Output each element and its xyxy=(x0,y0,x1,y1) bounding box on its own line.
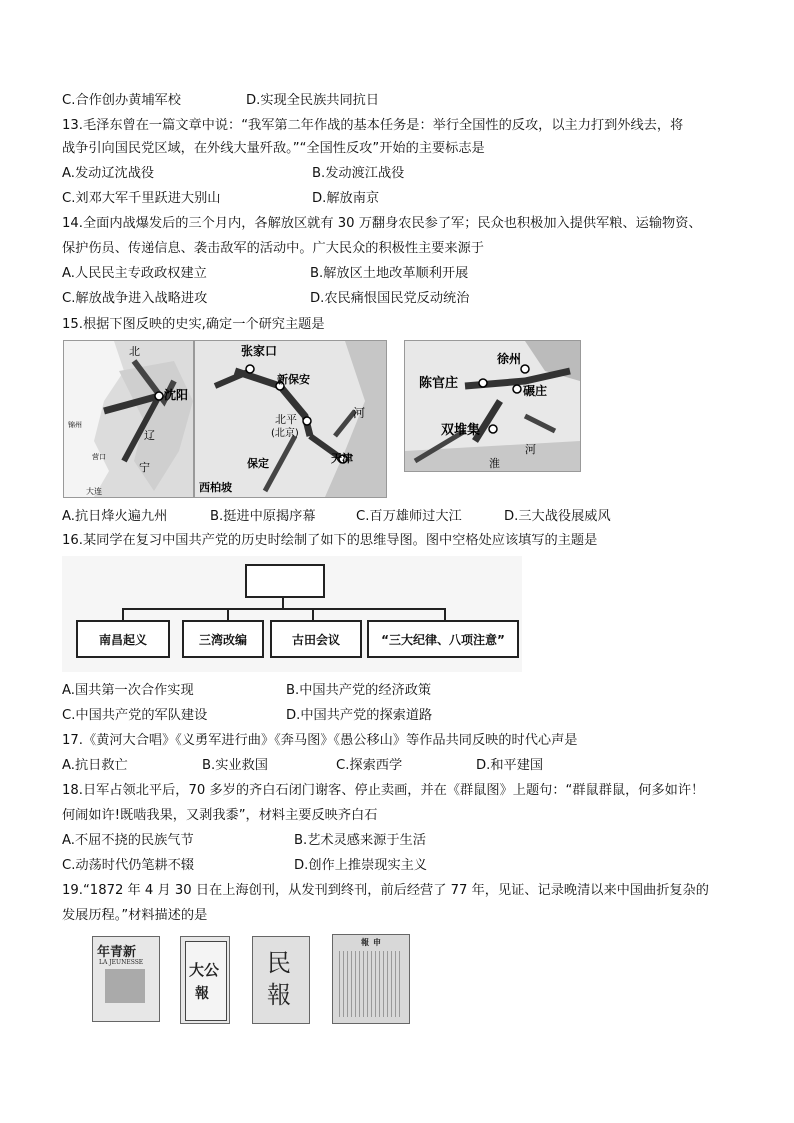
q13-stem-line1: 13.毛泽东曾在一篇文章中说：“我军第二年作战的基本任务是：举行全国性的反攻，以主力打到外线去，将 xyxy=(62,118,684,133)
mind-map xyxy=(62,556,522,672)
q15-option-c: C.百万雄师过大江 xyxy=(356,509,462,524)
q17-stem: 17.《黄河大合唱》《义勇军进行曲》《奔马图》《愚公移山》等作品共同反映的时代心声是 xyxy=(62,733,578,748)
q13-stem-line2: 战争引向国民党区域，在外线大量歼敌。”“全国性反攻”开始的主要标志是 xyxy=(62,141,485,156)
q18-option-b: B.艺术灵感来源于生活 xyxy=(294,833,426,848)
map3-label-shuangduiji: 双堆集 xyxy=(441,423,481,438)
map2-label-beiping: 北平 xyxy=(275,413,297,426)
q14-stem-line1: 14.全面内战爆发后的三个月内，各解放区就有 30 万翻身农民参了军；民众也积极加入提供军粮、运输物资、 xyxy=(62,216,702,231)
q19-stem-line1: 19.“1872 年 4 月 30 日在上海创刊，从发刊到终刊，前后经营了 77 年，见证、记录晚清以来中国曲折复杂的 xyxy=(62,883,709,898)
q12-option-d: D.实现全民族共同抗日 xyxy=(246,93,380,108)
map1-label-dalian: 大连 xyxy=(86,487,102,496)
q17-option-c: C.探索西学 xyxy=(336,758,403,773)
cover-minbao-bao: 報 xyxy=(267,981,291,1009)
cover-new-youth-subtitle: LA JEUNESSE xyxy=(99,959,144,966)
q15-option-d: D.三大战役展威风 xyxy=(504,509,611,524)
cover-new-youth xyxy=(92,936,160,1022)
map2-label-baoding: 保定 xyxy=(247,457,269,470)
q18-option-a: A.不屈不挠的民族气节 xyxy=(62,833,194,848)
q15-option-a: A.抗日烽火遍九州 xyxy=(62,509,168,524)
map1-label-jinzhou: 锦州 xyxy=(68,421,82,429)
map3-label-huai: 淮 xyxy=(489,457,500,470)
map2-label-xibaipo: 西柏坡 xyxy=(199,481,232,494)
cover-new-youth-title: 年青新 xyxy=(97,945,137,960)
mind-map-box-gutian: 古田会议 xyxy=(270,620,362,658)
q13-option-b: B.发动渡江战役 xyxy=(312,166,405,181)
cover-dagongbao-bao: 報 xyxy=(195,986,209,1002)
q19-stem-line2: 发展历程。”材料描述的是 xyxy=(62,908,208,923)
q14-stem-line2: 保护伤员、传递信息、袭击敌军的活动中。广大民众的积极性主要来源于 xyxy=(62,241,484,256)
q13-option-d: D.解放南京 xyxy=(312,191,380,206)
q16-option-a: A.国共第一次合作实现 xyxy=(62,683,194,698)
q17-option-b: B.实业救国 xyxy=(202,758,268,773)
q16-option-d: D.中国共产党的探索道路 xyxy=(286,708,433,723)
cover-minbao-min: 民 xyxy=(267,949,291,977)
q13-option-a: A.发动辽沈战役 xyxy=(62,166,155,181)
map2-label-beijing: (北京) xyxy=(271,428,299,439)
map-pingjin xyxy=(194,340,387,498)
map3-label-nianzhuang: 碾庄 xyxy=(523,384,548,398)
cover-minbao xyxy=(252,936,310,1024)
q16-stem: 16.某同学在复习中国共产党的历史时绘制了如下的思维导图。图中空格处应该填写的主题是 xyxy=(62,533,598,548)
map1-label-north: 北 xyxy=(129,345,140,358)
cover-dagongbao-title: 大公 xyxy=(189,961,220,979)
mind-map-box-nanchang: 南昌起义 xyxy=(76,620,170,658)
map-liaoshen xyxy=(63,340,194,498)
q14-option-a: A.人民民主专政政权建立 xyxy=(62,266,207,281)
q18-stem-line1: 18.日军占领北平后，70 多岁的齐白石闭门谢客、停止卖画，并在《群鼠图》上题句：“群鼠群鼠，何多如许！ xyxy=(62,783,705,798)
map3-label-chenguanzhuang: 陈官庄 xyxy=(419,376,459,391)
q15-option-b: B.挺进中原揭序幕 xyxy=(210,509,316,524)
map1-label-shenyang: 沈阳 xyxy=(164,388,189,402)
q12-option-c: C.合作创办黄埔军校 xyxy=(62,93,181,108)
map3-label-xuzhou: 徐州 xyxy=(497,352,522,366)
mind-map-box-discipline: “三大纪律、八项注意” xyxy=(367,620,519,658)
map1-label-yingkou: 营口 xyxy=(92,453,106,461)
map2-label-he: 河 xyxy=(353,406,366,420)
map2-label-zhangjiakou: 张家口 xyxy=(241,344,278,358)
cover-shenbao-shen: 申 xyxy=(373,937,381,947)
map2-label-xinbaoan: 新保安 xyxy=(277,373,310,386)
q18-option-d: D.创作上推崇现实主义 xyxy=(294,858,428,873)
q14-option-c: C.解放战争进入战略进攻 xyxy=(62,291,208,306)
q16-option-c: C.中国共产党的军队建设 xyxy=(62,708,208,723)
q14-option-b: B.解放区土地改革顺利开展 xyxy=(310,266,469,281)
map2-label-tianjin: 天津 xyxy=(331,452,353,465)
map1-label-ning: 宁 xyxy=(139,461,150,474)
q18-stem-line2: 何闹如许!既啮我果，又剥我黍”，材料主要反映齐白石 xyxy=(62,808,378,823)
map3-label-he: 河 xyxy=(525,443,536,456)
q17-option-a: A.抗日救亡 xyxy=(62,758,128,773)
q14-option-d: D.农民痛恨国民党反动统治 xyxy=(310,291,470,306)
q13-option-c: C.刘邓大军千里跃进大别山 xyxy=(62,191,221,206)
cover-shenbao-bao: 報 xyxy=(361,937,369,947)
q16-option-b: B.中国共产党的经济政策 xyxy=(286,683,432,698)
cover-shenbao xyxy=(332,934,410,1024)
mind-map-blank-box xyxy=(245,564,325,598)
map-huaihai xyxy=(404,340,581,472)
q18-option-c: C.动荡时代仍笔耕不辍 xyxy=(62,858,195,873)
q15-stem: 15.根据下图反映的史实,确定一个研究主题是 xyxy=(62,317,325,332)
q17-option-d: D.和平建国 xyxy=(476,758,544,773)
map1-label-liao: 辽 xyxy=(144,429,155,442)
mind-map-box-sanwan: 三湾改编 xyxy=(182,620,264,658)
cover-dagongbao xyxy=(180,936,230,1024)
